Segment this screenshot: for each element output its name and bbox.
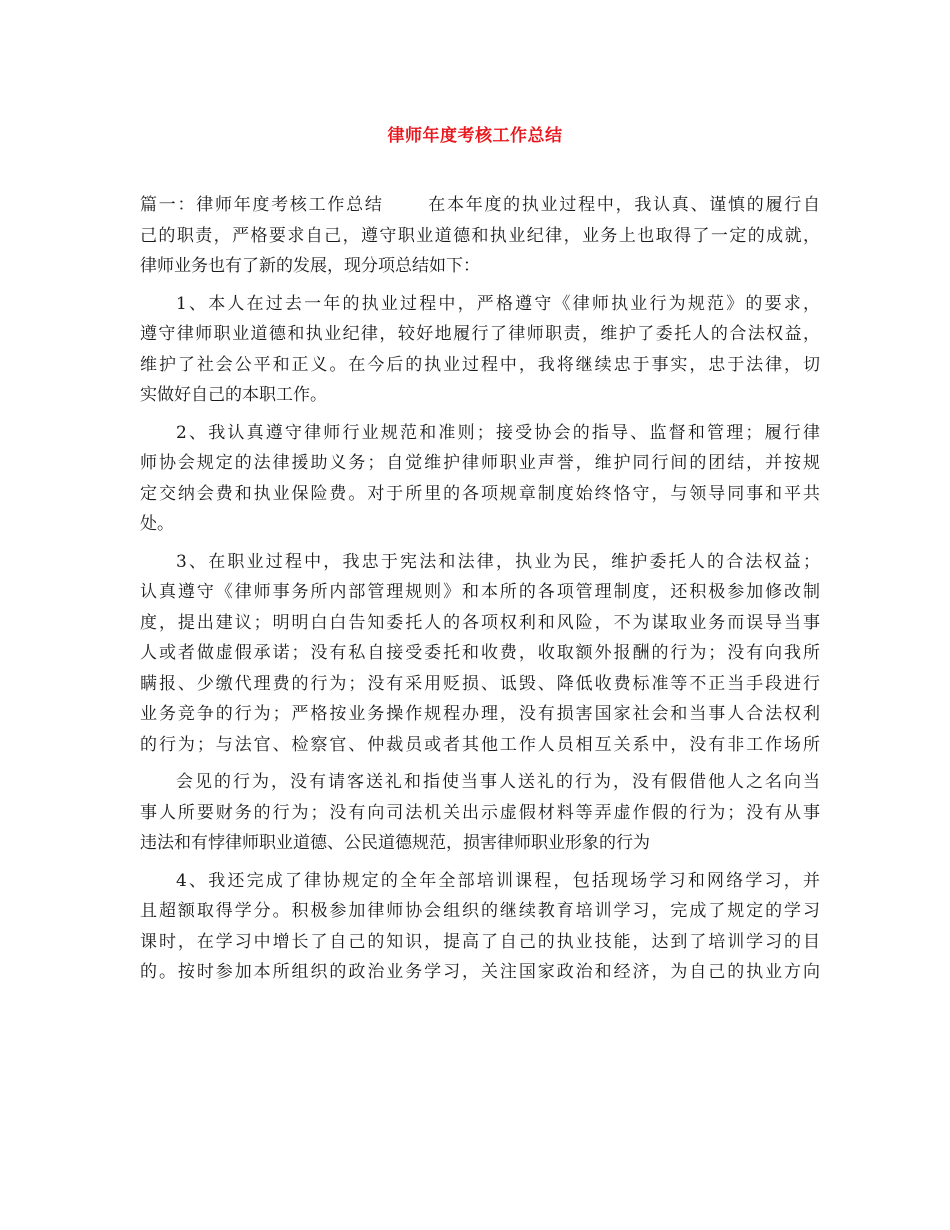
text-line: 篇一：律师年度考核工作总结 在本年度的执业过程中，我认真、谨慎的履行自: [140, 195, 820, 215]
text-line: 师协会规定的法律援助义务；自觉维护律师职业声誉，维护同行间的团结，并按规: [140, 453, 820, 473]
paragraph-item-3-continued: [140, 767, 820, 859]
text-line: 律师业务也有了新的发展，现分项总结如下：: [140, 256, 480, 276]
paragraph-item-1: [140, 289, 820, 411]
text-line: 遵守律师职业道德和执业纪律，较好地履行了律师职责，维护了委托人的合法权益，: [140, 324, 820, 344]
text-line: 的。按时参加本所组织的政治业务学习，关注国家政治和经济，为自己的执业方向: [140, 962, 820, 982]
text-line: 定交纳会费和执业保险费。对于所里的各项规章制度始终恪守，与领导同事和平共: [140, 483, 820, 504]
paragraph-item-3: [140, 547, 820, 761]
text-line: 会见的行为，没有请客送礼和指使当事人送礼的行为，没有假借他人之名向当: [176, 772, 820, 792]
document-title: 律师年度考核工作总结: [387, 126, 563, 146]
text-line: 2、我认真遵守律师行业规范和准则；接受协会的指导、监督和管理；履行律: [176, 422, 820, 443]
text-line: 己的职责，严格要求自己，遵守职业道德和执业纪律，业务上也取得了一定的成就，: [140, 225, 820, 246]
text-line: 4、我还完成了律协规定的全年全部培训课程，包括现场学习和网络学习，并: [176, 870, 820, 891]
text-line: 人或者做虚假承诺；没有私自接受委托和收费，收取额外报酬的行为；没有向我所: [140, 643, 820, 663]
text-line: 1、本人在过去一年的执业过程中，严格遵守《律师执业行为规范》的要求，: [176, 293, 820, 314]
text-line: 认真遵守《律师事务所内部管理规则》和本所的各项管理制度，还积极参加修改制: [140, 582, 820, 602]
text-line: 瞒报、少缴代理费的行为；没有采用贬损、诋毁、降低收费标准等不正当手段进行: [140, 673, 820, 694]
text-line: 3、在职业过程中，我忠于宪法和法律，执业为民，维护委托人的合法权益；: [176, 551, 820, 572]
text-line: 的行为；与法官、检察官、仲裁员或者其他工作人员相互关系中，没有非工作场所: [140, 734, 820, 755]
text-line: 业务竞争的行为；严格按业务操作规程办理，没有损害国家社会和当事人合法权利: [140, 704, 820, 724]
text-line: 维护了社会公平和正义。在今后的执业过程中，我将继续忠于事实，忠于法律，切: [140, 354, 820, 375]
text-line: 度，提出建议；明明白白告知委托人的各项权利和风险，不为谋取业务而误导当事: [140, 612, 820, 633]
text-line: 实做好自己的本职工作。: [140, 385, 327, 405]
paragraph-item-2: [140, 418, 820, 540]
text-line: 处。: [140, 514, 174, 534]
text-line: 事人所要财务的行为；没有向司法机关出示虚假材料等弄虚作假的行为；没有从事: [140, 802, 820, 823]
text-line: 违法和有悖律师职业道德、公民道德规范，损害律师职业形象的行为: [140, 833, 650, 853]
text-line: 且超额取得学分。积极参加律师协会组织的继续教育培训学习，完成了规定的学习: [140, 901, 820, 921]
paragraph-item-4: [140, 866, 820, 988]
document-body: [140, 190, 820, 988]
paragraph-intro: [140, 190, 820, 282]
text-line: 课时，在学习中增长了自己的知识，提高了自己的执业技能，达到了培训学习的目: [140, 931, 820, 952]
